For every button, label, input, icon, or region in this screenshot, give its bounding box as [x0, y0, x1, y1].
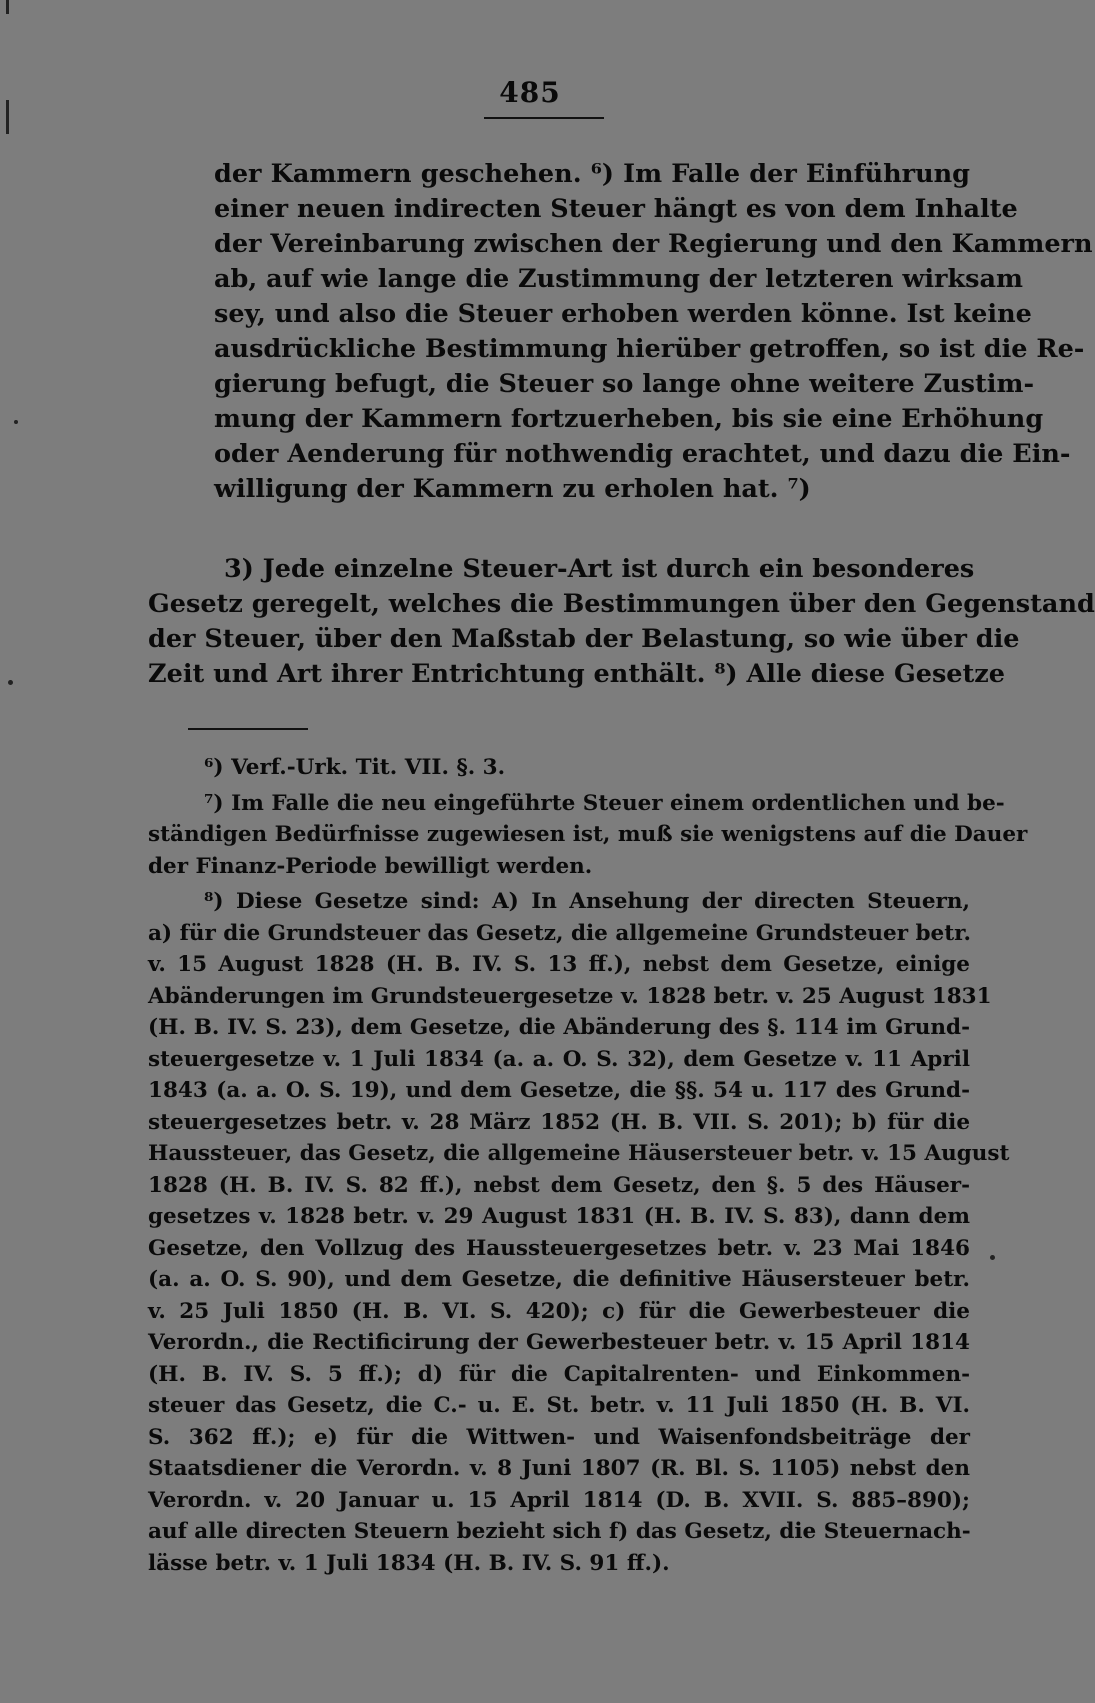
- scan-speck: [14, 420, 18, 424]
- footnote-line: (a. a. O. S. 90), und dem Gesetze, die definitive Häusersteuer betr.: [148, 1267, 970, 1292]
- footnote-line: gesetzes v. 1828 betr. v. 29 August 1831 (H. B. IV. S. 83), dann dem: [148, 1204, 970, 1229]
- text-line: 3) Jede einzelne Steuer-Art ist durch ein besonderes: [224, 554, 975, 584]
- text-line: der Kammern geschehen. ⁶) Im Falle der Einführung: [214, 159, 970, 189]
- text-line: einer neuen indirecten Steuer hängt es von dem Inhalte: [214, 194, 1018, 224]
- footnote-8: [148, 886, 1010, 1579]
- footnote-line: ⁸) Diese Gesetze sind: A) In Ansehung der directen Steuern,: [204, 889, 970, 914]
- footnote-line: Abänderungen im Grundsteuergesetze v. 1828 betr. v. 25 August 1831: [148, 983, 992, 1009]
- footnote-7: [148, 788, 1028, 883]
- footnote-line: Verordn., die Rectificirung der Gewerbesteuer betr. v. 15 April 1814: [148, 1330, 970, 1355]
- footnote-6: [148, 752, 970, 784]
- text-line: ab, auf wie lange die Zustimmung der letzteren wirksam: [214, 264, 1024, 294]
- footnote-line: auf alle directen Steuern bezieht sich f) das Gesetz, die Steuernach-: [148, 1519, 971, 1544]
- footnote-line: v. 25 Juli 1850 (H. B. VI. S. 420); c) für die Gewerbesteuer die: [148, 1298, 970, 1324]
- footnote-line: ⁷) Im Falle die neu eingeführte Steuer einem ordentlichen und be-: [204, 790, 1005, 816]
- footnotes: [148, 752, 1028, 1579]
- text-line: Zeit und Art ihrer Entrichtung enthält. ⁸) Alle diese Gesetze: [148, 659, 1006, 689]
- text-line: willigung der Kammern zu erholen hat. ⁷): [214, 474, 811, 504]
- scan-speck: [990, 1255, 995, 1260]
- footnote-line: der Finanz-Periode bewilligt werden.: [148, 853, 593, 879]
- text-line: Gesetz geregelt, welches die Bestimmungen über den Gegenstand: [148, 589, 1095, 619]
- footnote-line: v. 15 August 1828 (H. B. IV. S. 13 ff.), nebst dem Gesetze, einige: [148, 952, 970, 977]
- paragraph-3: [148, 552, 1095, 692]
- footnote-line: S. 362 ff.); e) für die Wittwen- und Waisenfondsbeiträge der: [148, 1424, 970, 1450]
- text-line: gierung befugt, die Steuer so lange ohne weitere Zustim-: [214, 369, 1035, 399]
- footnote-line: Staatsdiener die Verordn. v. 8 Juni 1807 (R. Bl. S. 1105) nebst den: [148, 1456, 970, 1481]
- footnote-line: ständigen Bedürfnisse zugewiesen ist, muß sie wenigstens auf die Dauer: [148, 822, 1028, 847]
- text-line: der Vereinbarung zwischen der Regierung und den Kammern: [214, 229, 1093, 259]
- footnote-line: (H. B. IV. S. 23), dem Gesetze, die Abänderung des §. 114 im Grund-: [148, 1015, 970, 1040]
- footnote-line: a) für die Grundsteuer das Gesetz, die allgemeine Grundsteuer betr.: [148, 920, 971, 946]
- footnote-line: (H. B. IV. S. 5 ff.); d) für die Capitalrenten- und Einkommen-: [148, 1361, 970, 1387]
- footnote-line: lässe betr. v. 1 Juli 1834 (H. B. IV. S. 91 ff.).: [148, 1550, 670, 1576]
- text-line: sey, und also die Steuer erhoben werden könne. Ist keine: [214, 299, 1032, 329]
- header-rule: [484, 117, 604, 119]
- footnote-line: steuergesetzes betr. v. 28 März 1852 (H. B. VII. S. 201); b) für die: [148, 1109, 970, 1135]
- footnote-rule: [188, 728, 308, 730]
- footnote-line: 1828 (H. B. IV. S. 82 ff.), nebst dem Gesetz, den §. 5 des Häuser-: [148, 1172, 970, 1198]
- footnote-line: Verordn. v. 20 Januar u. 15 April 1814 (D. B. XVII. S. 885–890);: [148, 1487, 970, 1513]
- scan-edge-mark: [6, 0, 9, 14]
- scan-speck: [8, 680, 13, 685]
- footnote-line: Gesetze, den Vollzug des Haussteuergesetzes betr. v. 23 Mai 1846: [148, 1235, 970, 1261]
- footnote-line: steuergesetze v. 1 Juli 1834 (a. a. O. S. 32), dem Gesetze v. 11 April: [148, 1046, 970, 1072]
- footnote-line: steuer das Gesetz, die C.- u. E. St. betr. v. 11 Juli 1850 (H. B. VI.: [148, 1393, 970, 1418]
- paragraph-continuation: [214, 157, 1093, 507]
- page-number: 485: [499, 76, 561, 109]
- text-line: mung der Kammern fortzuerheben, bis sie eine Erhöhung: [214, 404, 1044, 434]
- footnote-line: ⁶) Verf.-Urk. Tit. VII. §. 3.: [204, 755, 506, 780]
- text-line: ausdrückliche Bestimmung hierüber getroffen, so ist die Re-: [214, 334, 1085, 364]
- footnote-line: Haussteuer, das Gesetz, die allgemeine Häusersteuer betr. v. 15 August: [148, 1141, 1010, 1166]
- text-line: der Steuer, über den Maßstab der Belastung, so wie über die: [148, 624, 1020, 654]
- text-line: oder Aenderung für nothwendig erachtet, und dazu die Ein-: [214, 439, 1071, 469]
- footnote-line: 1843 (a. a. O. S. 19), und dem Gesetze, die §§. 54 u. 117 des Grund-: [148, 1078, 970, 1103]
